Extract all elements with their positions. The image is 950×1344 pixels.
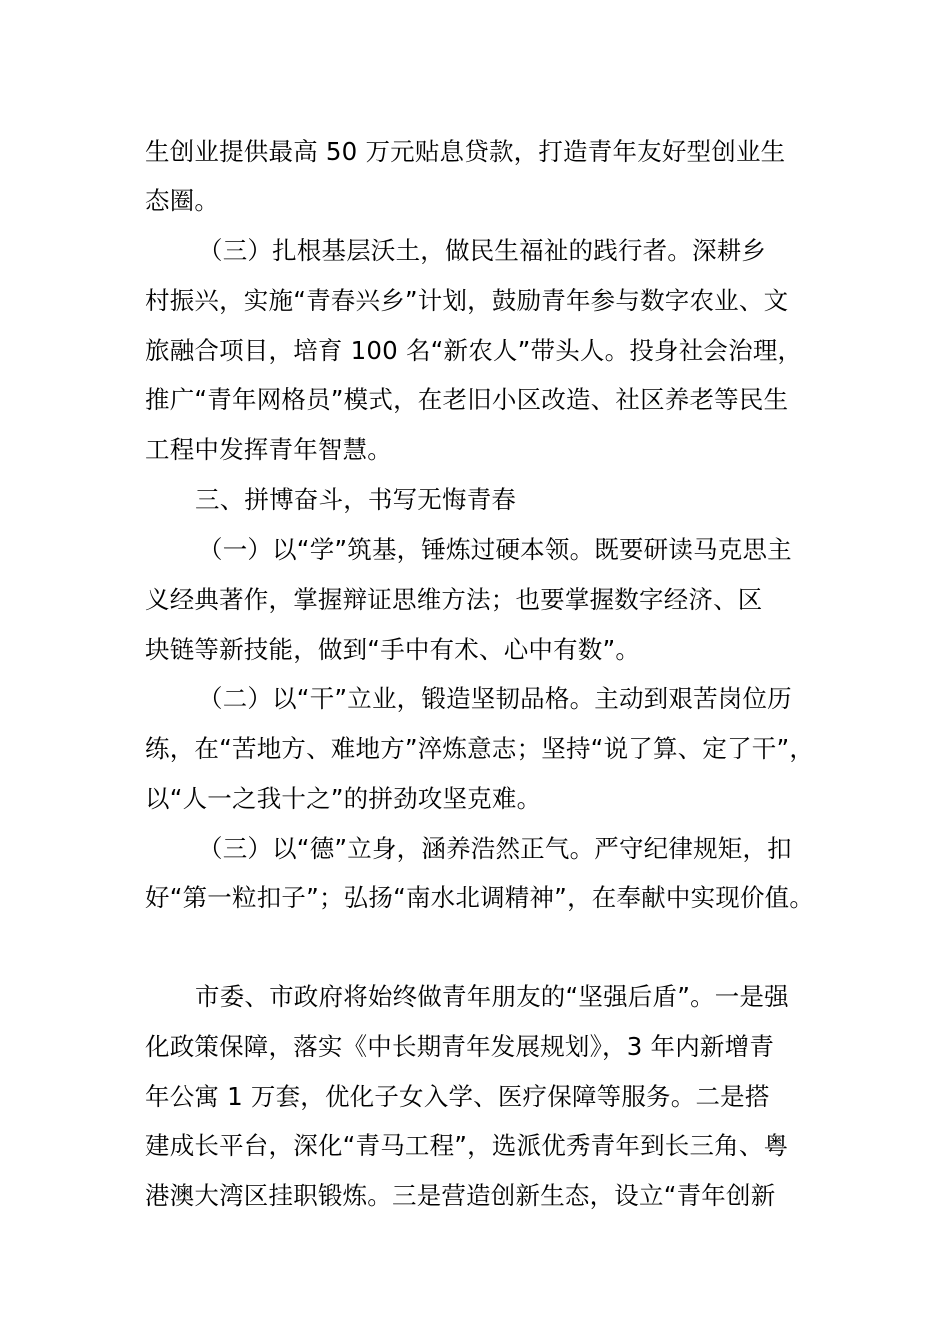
text-line: 年公寓 1 万套，优化子女入学、医疗保障等服务。二是搭	[145, 1082, 770, 1111]
text-line: 工程中发挥青年智慧。	[145, 435, 392, 464]
text-line: 练，在“苦地方、难地方”淬炼意志；坚持“说了算、定了干”，	[145, 734, 815, 763]
text-line: （三）以“德”立身，涵养浩然正气。严守纪律规矩，扣	[198, 834, 792, 863]
text-line: 以“人一之我十之”的拼劲攻坚克难。	[145, 784, 542, 813]
text-line: 村振兴，实施“青春兴乡”计划，鼓励青年参与数字农业、文	[145, 286, 789, 315]
text-line: 市委、市政府将始终做青年朋友的“坚强后盾”。一是强	[195, 982, 789, 1011]
text-line: 推广“青年网格员”模式，在老旧小区改造、社区养老等民生	[145, 385, 789, 414]
text-line: 建成长平台，深化“青马工程”，选派优秀青年到长三角、粤	[145, 1131, 789, 1160]
text-line: 化政策保障，落实《中长期青年发展规划》，3 年内新增青	[145, 1032, 775, 1061]
section-heading: 三、拼博奋斗，书写无悔青春	[195, 485, 517, 514]
text-line: （二）以“干”立业，锻造坚韧品格。主动到艰苦岗位历	[198, 684, 792, 713]
text-line: 好“第一粒扣子”；弘扬“南水北调精神”，在奉献中实现价值。	[145, 883, 815, 912]
text-line: （三）扎根基层沃土，做民生福祉的践行者。深耕乡	[198, 236, 767, 265]
text-line: 生创业提供最高 50 万元贴息贷款，打造青年友好型创业生	[145, 137, 786, 166]
text-line: 态圈。	[145, 186, 220, 215]
text-line: 义经典著作，掌握辩证思维方法；也要掌握数字经济、区	[145, 585, 763, 614]
text-line: 旅融合项目，培育 100 名“新农人”带头人。投身社会治理，	[145, 336, 803, 365]
text-line: 港澳大湾区挂职锻炼。三是营造创新生态，设立“青年创新	[145, 1181, 776, 1210]
text-line: 块链等新技能，做到“手中有术、心中有数”。	[145, 635, 641, 664]
text-line: （一）以“学”筑基，锤炼过硬本领。既要研读马克思主	[198, 535, 792, 564]
